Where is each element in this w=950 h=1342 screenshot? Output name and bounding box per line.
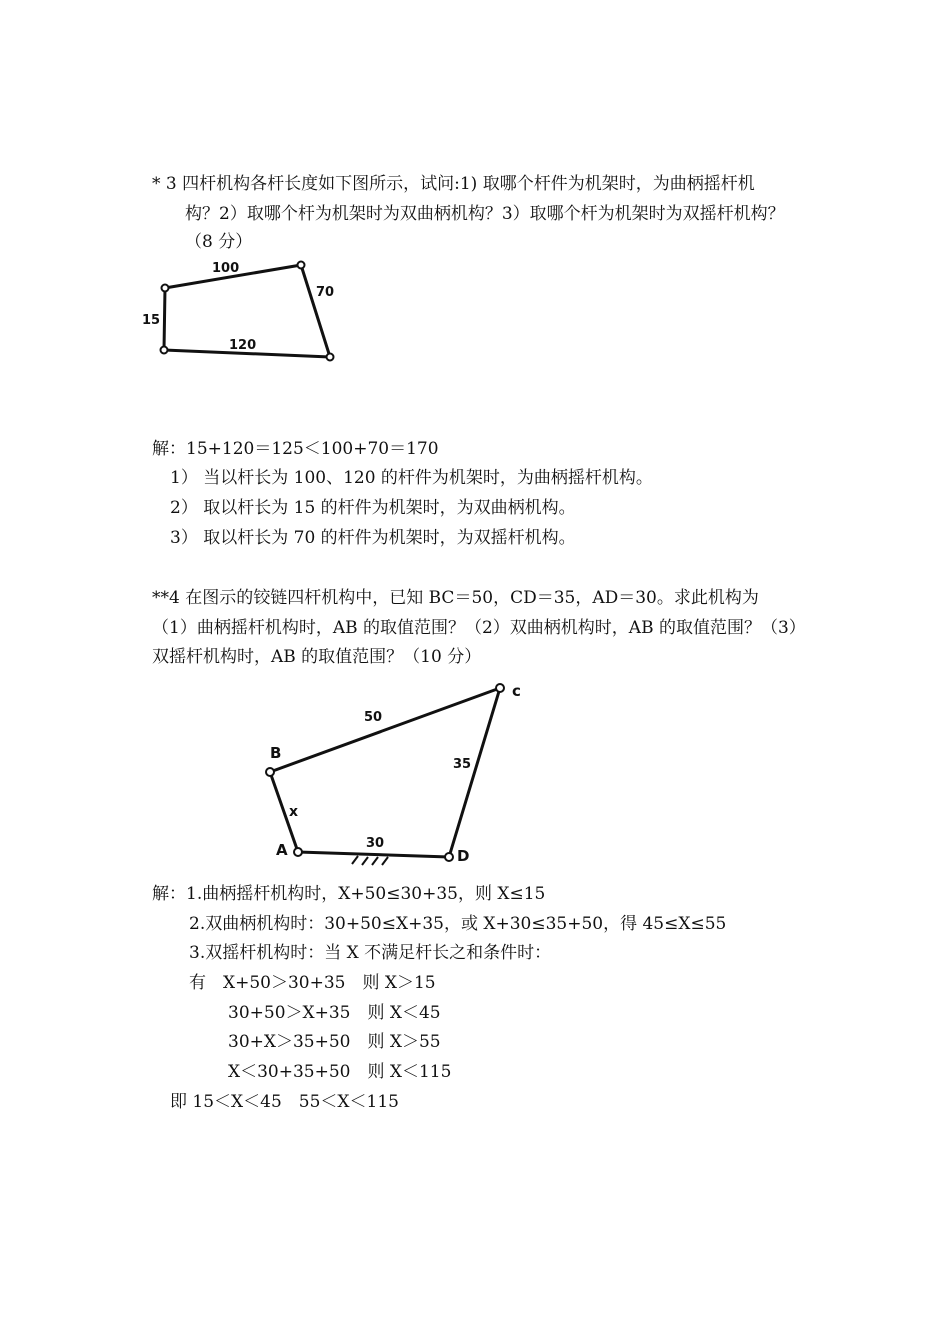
joint-circle xyxy=(445,853,453,861)
problem3-line2: 构？2）取哪个杆为机架时为双曲柄机构？3）取哪个杆为机架时为双摇杆机构？ xyxy=(185,204,785,224)
joint-label-b: B xyxy=(270,744,282,762)
link-length-right: 70 xyxy=(316,285,335,300)
link-length-left: 15 xyxy=(142,313,161,328)
problem4-relation-4: X＜30+35+50 则 X＜115 xyxy=(228,1062,452,1082)
joint-label-d: D xyxy=(457,847,470,865)
joint-circle xyxy=(161,347,168,354)
link-length-ab: x xyxy=(289,804,299,820)
problem3-solution-2: 2） 取以杆长为 15 的杆件为机架时，为双曲柄机构。 xyxy=(170,498,576,518)
link-length-ad: 30 xyxy=(366,836,385,851)
problem3-line3: （8 分） xyxy=(185,232,253,252)
hinge-four-bar-figure xyxy=(260,675,540,875)
joint-label-a: A xyxy=(276,841,288,859)
problem4-final-answer: 即 15＜X＜45 55＜X＜115 xyxy=(170,1092,399,1112)
joint-label-c: c xyxy=(512,682,521,700)
problem4-relation-2: 30+50＞X+35 则 X＜45 xyxy=(228,1003,441,1023)
problem4-line3: 双摇杆机构时，AB 的取值范围？（10 分） xyxy=(152,647,482,667)
link-length-cd: 35 xyxy=(453,757,472,772)
problem3-solution-main: 解：15+120＝125＜100+70＝170 xyxy=(152,439,439,459)
problem4-line1: **4 在图示的铰链四杆机构中，已知 BC＝50，CD＝35，AD＝30。求此机构为 xyxy=(152,588,759,608)
problem3-line1: * 3 四杆机构各杆长度如下图所示，试问:1) 取哪个杆件为机架时，为曲柄摇杆机 xyxy=(152,174,755,194)
problem4-solution-1: 解：1.曲柄摇杆机构时，X+50≤30+35，则 X≤15 xyxy=(152,884,546,904)
joint-circle xyxy=(496,684,504,692)
problem4-relation-1: 有 X+50＞30+35 则 X＞15 xyxy=(189,973,436,993)
joint-circle xyxy=(327,354,334,361)
problem4-line2: （1）曲柄摇杆机构时，AB 的取值范围？（2）双曲柄机构时，AB 的取值范围？（3） xyxy=(152,618,806,638)
problem3-solution-3: 3） 取以杆长为 70 的杆件为机架时，为双摇杆机构。 xyxy=(170,528,576,548)
link-length-top: 100 xyxy=(212,261,240,276)
four-bar-outline-2 xyxy=(270,688,500,857)
joint-circle xyxy=(298,262,305,269)
joint-circle xyxy=(294,848,302,856)
link-length-bc: 50 xyxy=(364,710,383,725)
problem4-solution-2: 2.双曲柄机构时：30+50≤X+35，或 X+30≤35+50，得 45≤X≤55 xyxy=(189,914,727,934)
problem4-relation-3: 30+X＞35+50 则 X＞55 xyxy=(228,1032,441,1052)
joint-circle xyxy=(266,768,274,776)
four-bar-figure-1 xyxy=(140,250,360,375)
problem4-solution-3: 3.双摇杆机构时：当 X 不满足杆长之和条件时： xyxy=(189,943,552,963)
ground-hatch xyxy=(352,856,388,865)
link-length-bottom: 120 xyxy=(229,338,257,353)
joint-circle xyxy=(162,285,169,292)
problem3-solution-1: 1） 当以杆长为 100、120 的杆件为机架时，为曲柄摇杆机构。 xyxy=(170,468,653,488)
